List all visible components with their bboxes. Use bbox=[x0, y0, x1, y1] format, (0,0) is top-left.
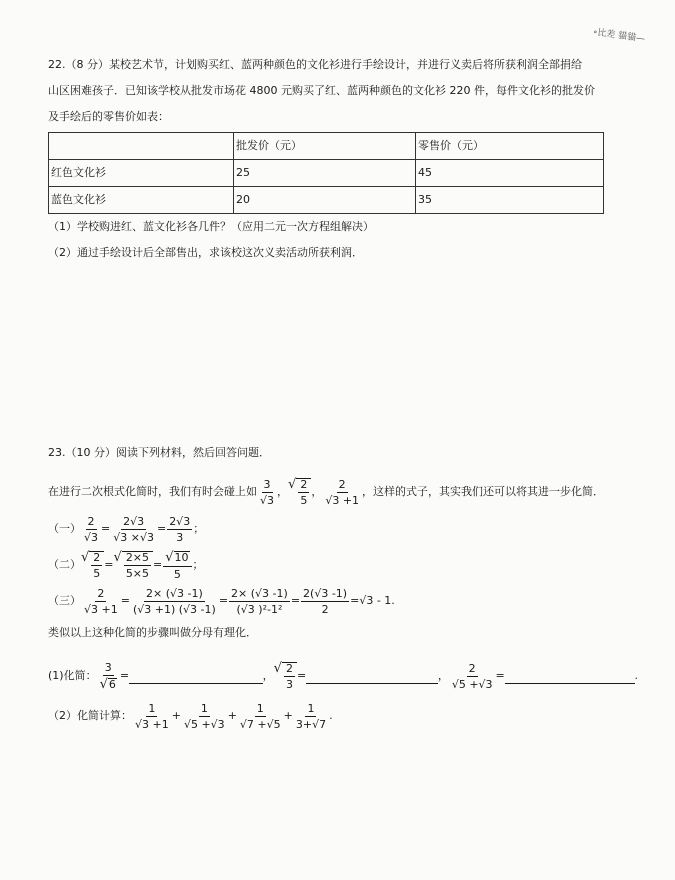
q22-line1: 22.（8 分）某校艺术节，计划购买红、蓝两种颜色的文化衫进行手绘设计，并进行义卖后将所获利润全部捐给 bbox=[48, 58, 582, 71]
table-header-cell: 批发价（元） bbox=[234, 133, 416, 160]
table-header-cell: 零售价（元） bbox=[416, 133, 604, 160]
table-row bbox=[49, 160, 604, 187]
table-cell: 蓝色文化衫 bbox=[49, 187, 234, 214]
question-23 bbox=[48, 440, 638, 736]
price-table bbox=[48, 132, 604, 214]
fraction: $\frac{3}{√3}$ bbox=[260, 477, 275, 507]
example-2: （二） √ $\frac{2}{5}$ = √ $\frac{2\times 5}{5\times 5}$ = √ 10 5 ； bbox=[48, 549, 204, 581]
question-22 bbox=[48, 52, 638, 266]
example-1: （一） $\frac{2}{√3}$ = $\frac{2√3}{√3 \times√3}$ = $\frac{2√3}{3}$ ； bbox=[48, 514, 205, 544]
q23-title: 23.（10 分）阅读下列材料，然后回答问题． bbox=[48, 446, 270, 459]
table-cell: 20 bbox=[234, 187, 416, 214]
table-header-row bbox=[49, 133, 604, 160]
example-3: （三） $\frac{2}{√3 +1}$ = $\frac{2\times (√3 -1)}{(√3 +1) (√3 -1)}$ = $\frac{2\times (√3 -1)}{\text{(√3 )²-1²}}$ = $\frac{2(√3 -1)}{2}$ = √3 - 1. bbox=[48, 586, 395, 616]
intro-text-b: ，这样的式子，其实我们还可以将其进一步化简． bbox=[362, 485, 605, 498]
table-cell: 35 bbox=[416, 187, 604, 214]
q22-line2: 山区困难孩子．已知该学校从批发市场花 4800 元购买了红、蓝两种颜色的文化衫 220 件，每件文化衫的批发价 bbox=[48, 84, 595, 97]
table-header-cell bbox=[49, 133, 234, 160]
table-cell: 25 bbox=[234, 160, 416, 187]
margin-scribble: ∘比差 貓貓— bbox=[592, 27, 646, 45]
table-row bbox=[49, 187, 604, 214]
q22-line3: 及手绘后的零售价如表： bbox=[48, 110, 169, 123]
table-cell: 红色文化衫 bbox=[49, 160, 234, 187]
q22-sub1: （1）学校购进红、蓝文化衫各几件？（应用二元一次方程组解决） bbox=[48, 220, 374, 233]
intro-text-a: 在进行二次根式化简时，我们有时会碰上如 bbox=[48, 485, 257, 498]
answer-blank-3[interactable] bbox=[505, 669, 635, 684]
analogy-sentence: 类似以上这种化简的步骤叫做分母有理化． bbox=[48, 626, 257, 639]
part-2: （2）化简计算： $\frac{1}{√3 +1}$ + $\frac{1}{√5 +√3}$ + $\frac{1}{√7 +√5}$ + $\frac{1}{3+√7}$ . bbox=[48, 701, 333, 731]
answer-blank-2[interactable] bbox=[306, 669, 438, 684]
answer-blank-1[interactable] bbox=[129, 669, 263, 684]
sqrt-fraction: √ $\frac{2}{5}$ bbox=[288, 478, 311, 506]
part-1: (1)化简： 3 √ 6 = ， √ $\frac{2}{3}$ = ， $\frac{2}{√5 +√3}$ = . bbox=[48, 660, 638, 692]
fraction: $\frac{2}{√3 +1}$ bbox=[325, 477, 360, 507]
q23-intro: 在进行二次根式化简时，我们有时会碰上如 $\frac{3}{√3}$ ， √ $\frac{2}{5}$ ， $\frac{2}{√3 +1}$ ，这样的式子，其实我们还可以将其进一步化简． bbox=[48, 477, 605, 507]
q22-sub2: （2）通过手绘设计后全部售出，求该校这次义卖活动所获利润． bbox=[48, 246, 363, 259]
table-cell: 45 bbox=[416, 160, 604, 187]
